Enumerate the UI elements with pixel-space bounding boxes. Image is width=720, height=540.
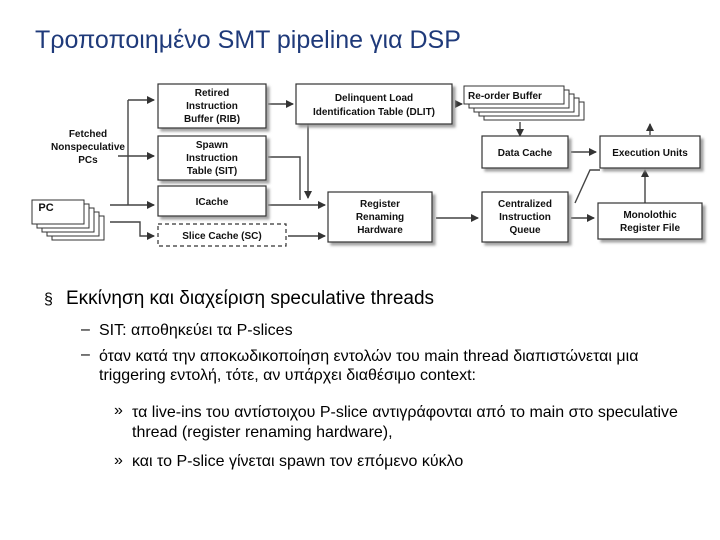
queue-line-1: Centralized [498, 199, 552, 210]
fetched-line-1: Fetched [68, 129, 108, 140]
dlit-line-2: Identification Table (DLIT) [312, 107, 436, 118]
reorder-buffer-label: Re-order Buffer [468, 91, 542, 102]
rename-line-3: Hardware [357, 225, 403, 236]
fetched-line-3: PCs [78, 155, 98, 166]
bullet-main: Εκκίνηση και διαχείριση speculative threads [66, 288, 435, 309]
regfile-line-1: Monolothic [623, 210, 677, 221]
sit-line-3: Table (SIT) [186, 166, 238, 177]
regfile-line-2: Register File [619, 223, 681, 234]
bullet-marker-l2: – [81, 321, 90, 338]
slide-title: Τροποποιημένο SMT pipeline για DSP [35, 26, 461, 54]
sit-to-rename-line [268, 157, 300, 200]
slice-cache-label: Slice Cache (SC) [182, 231, 262, 242]
queue-to-exec-line [575, 170, 600, 203]
rename-line-2: Renaming [355, 212, 405, 223]
queue-line-3: Queue [509, 225, 541, 236]
rib-line-1: Retired [194, 88, 230, 99]
rename-line-1: Register [359, 199, 401, 210]
data-cache-label: Data Cache [497, 148, 553, 159]
bullet-subsub-2: και το P-slice γίνεται spawn τον επόμενο κύκλο [132, 453, 464, 470]
queue-line-2: Instruction [499, 212, 551, 223]
rib-line-3: Buffer (RIB) [183, 114, 241, 125]
sit-line-1: Spawn [195, 140, 229, 151]
bullet-marker-l2: – [81, 346, 90, 363]
bullet-sub-1: SIT: αποθηκεύει τα P-slices [99, 322, 293, 339]
bullet-marker-l1: § [44, 291, 53, 308]
sit-line-2: Instruction [186, 153, 238, 164]
dlit-box [296, 84, 452, 124]
pc-label: PC [38, 202, 54, 214]
icache-label: ICache [195, 197, 229, 208]
pc-to-slicecache-line [110, 222, 154, 236]
fetched-line-2: Nonspeculative [51, 142, 125, 153]
bullet-marker-l3: » [114, 402, 123, 419]
execution-units-label: Execution Units [612, 148, 688, 159]
bullet-sub-2: όταν κατά την αποκωδικοποίηση εντολών του main thread διαπιστώνεται μια triggering εντολή, τότε, αν υπάρχει διαθέσιμο context: [99, 348, 639, 384]
bullet-marker-l3: » [114, 452, 123, 469]
dlit-line-1: Delinquent Load [334, 93, 414, 104]
rib-line-2: Instruction [186, 101, 238, 112]
bullet-subsub-1: τα live-ins του αντίστοιχου P-slice αντιγράφονται από το main στο speculative thread (register renaming hardware), [132, 404, 678, 441]
